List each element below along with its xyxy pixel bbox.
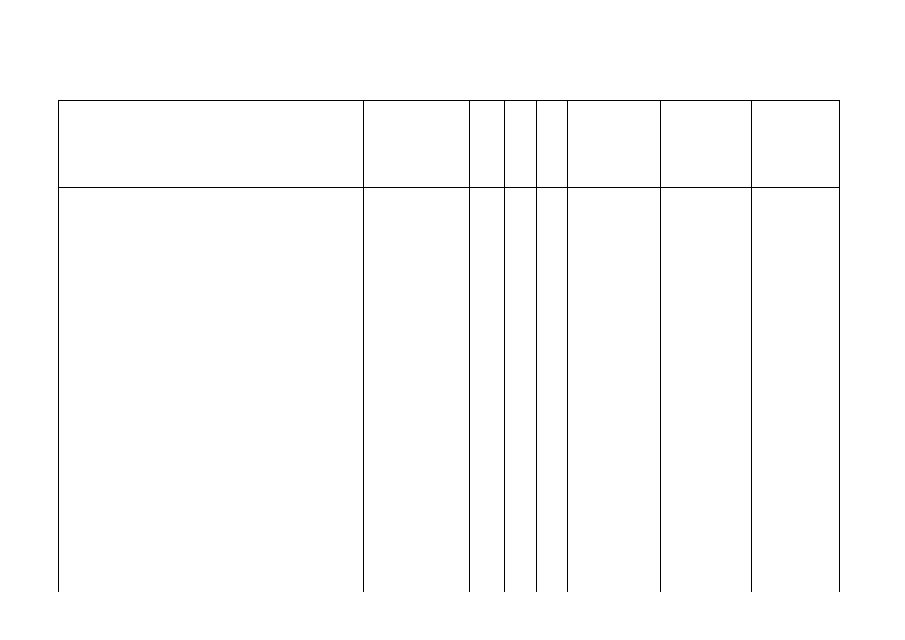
header-subsection (536, 100, 567, 188)
header-2024 (751, 100, 839, 188)
header-group (469, 100, 504, 188)
header-target (363, 100, 469, 188)
header-name (58, 100, 363, 188)
header-2023 (660, 100, 751, 188)
budget-table (58, 100, 840, 592)
header-section (504, 100, 536, 188)
header-2022 (567, 100, 660, 188)
